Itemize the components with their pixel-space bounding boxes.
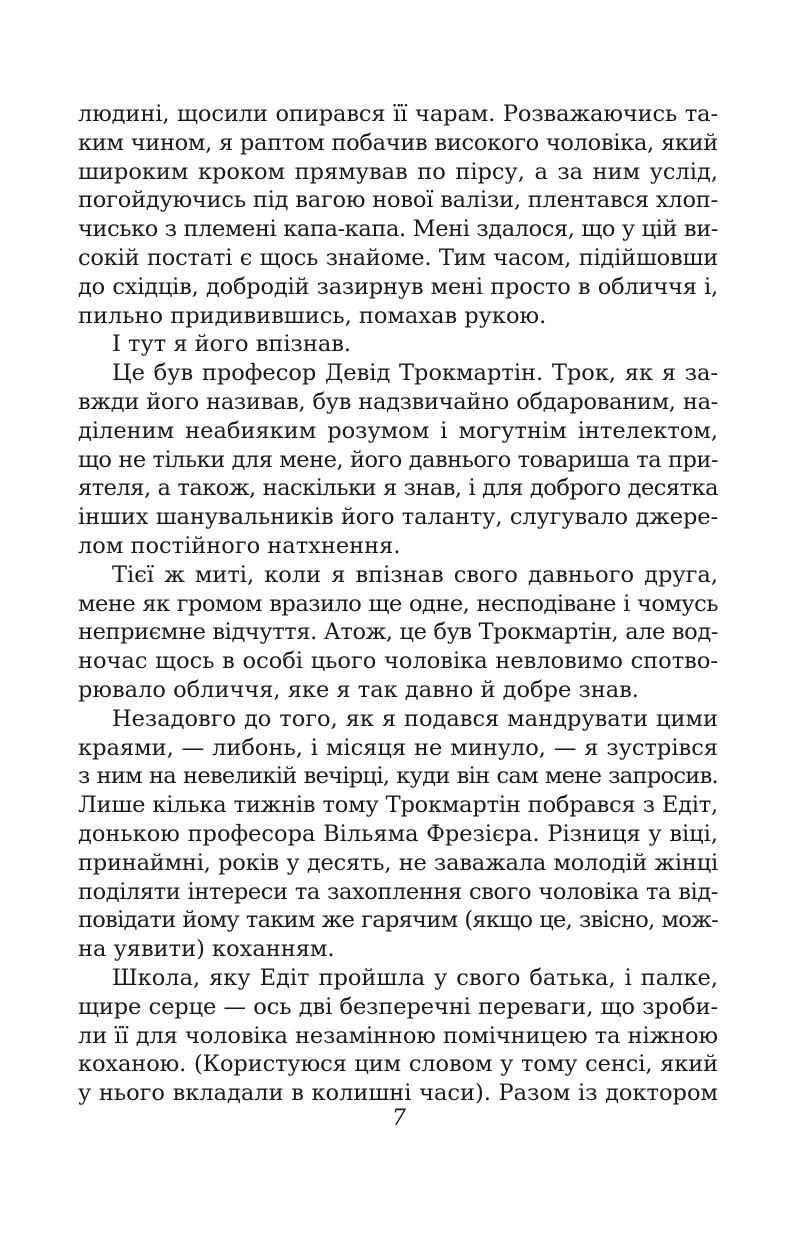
text-line: чисько з племені капа-капа. Мені здалося, що у цій ви-: [78, 216, 718, 243]
text-line: ким чином, я раптом побачив високого чоловіка, який: [78, 129, 718, 156]
text-line: інших шанувальників його таланту, слугувало джере-: [78, 504, 718, 531]
text-line: Школа, яку Едіт пройшла у свого батька, і палке,: [112, 964, 718, 991]
text-line: ли її для чоловіка незамінною помічницею та ніжною: [78, 1022, 718, 1049]
text-line: діленим неабияким розумом і могутнім інтелектом,: [78, 417, 718, 444]
text-line: що не тільки для мене, його давнього товариша та при-: [78, 446, 718, 473]
text-line: на уявити) коханням.: [78, 936, 335, 963]
text-line: пильно придивившись, помахав рукою.: [78, 302, 547, 329]
text-line: широким кроком прямував по пірсу, а за ним услід,: [78, 158, 718, 185]
text-line: повідати йому таким же гарячим (якщо це, звісно, мож-: [78, 907, 718, 934]
text-line: поділяти інтереси та захоплення свого чоловіка та від-: [78, 878, 718, 905]
text-line: краями, — либонь, і місяця не минуло, — я зустрівся: [78, 734, 718, 761]
text-line: І тут я його впізнав.: [112, 331, 352, 358]
text-line: з ним на невеликій вечірці, куди він сам мене запросив.: [78, 763, 718, 790]
book-page-text: [78, 100, 718, 1108]
text-line: рювало обличчя, яке я так давно й добре знав.: [78, 676, 639, 703]
page-number: 7: [392, 1106, 406, 1131]
text-line: вжди його називав, був надзвичайно обдарованим, на-: [78, 388, 718, 415]
text-line: ночас щось в особі цього чоловіка невловимо спотво-: [78, 648, 718, 675]
text-line: щире серце — ось дві безперечні переваги, що зроби-: [78, 993, 718, 1020]
text-line: коханою. (Користуюся цим словом у тому сенсі, який: [78, 1051, 718, 1078]
text-line: Тієї ж миті, коли я впізнав свого давнього друга,: [112, 561, 718, 588]
text-line: сокій постаті є щось знайоме. Тим часом, підійшовши: [78, 244, 718, 271]
text-line: неприємне відчуття. Атож, це був Трокмартін, але вод-: [78, 619, 718, 646]
text-line: у нього вкладали в колишні часи). Разом із доктором: [78, 1080, 718, 1107]
text-line: лом постійного натхнення.: [78, 532, 401, 559]
text-line: погойдуючись під вагою нової валізи, плентався хлоп-: [78, 187, 718, 214]
text-line: Незадовго до того, як я подався мандрувати цими: [112, 705, 718, 732]
text-line: мене як громом вразило ще одне, несподіване і чомусь: [78, 590, 718, 617]
text-line: ятеля, а також, наскільки я знав, і для доброго десятка: [78, 475, 718, 502]
text-line: донькою професора Вільяма Фрезієра. Різниця у віці,: [78, 820, 718, 847]
text-line: Це був професор Девід Трокмартін. Трок, як я за-: [112, 360, 718, 387]
text-line: до східців, добродій зазирнув мені просто в обличчя і,: [78, 273, 718, 300]
text-line: Лише кілька тижнів тому Трокмартін побрався з Едіт,: [78, 792, 718, 819]
text-line: людині, щосили опирався її чарам. Розважаючись та-: [78, 101, 718, 127]
text-line: принаймні, років у десять, не заважала молодій жінці: [78, 849, 718, 876]
